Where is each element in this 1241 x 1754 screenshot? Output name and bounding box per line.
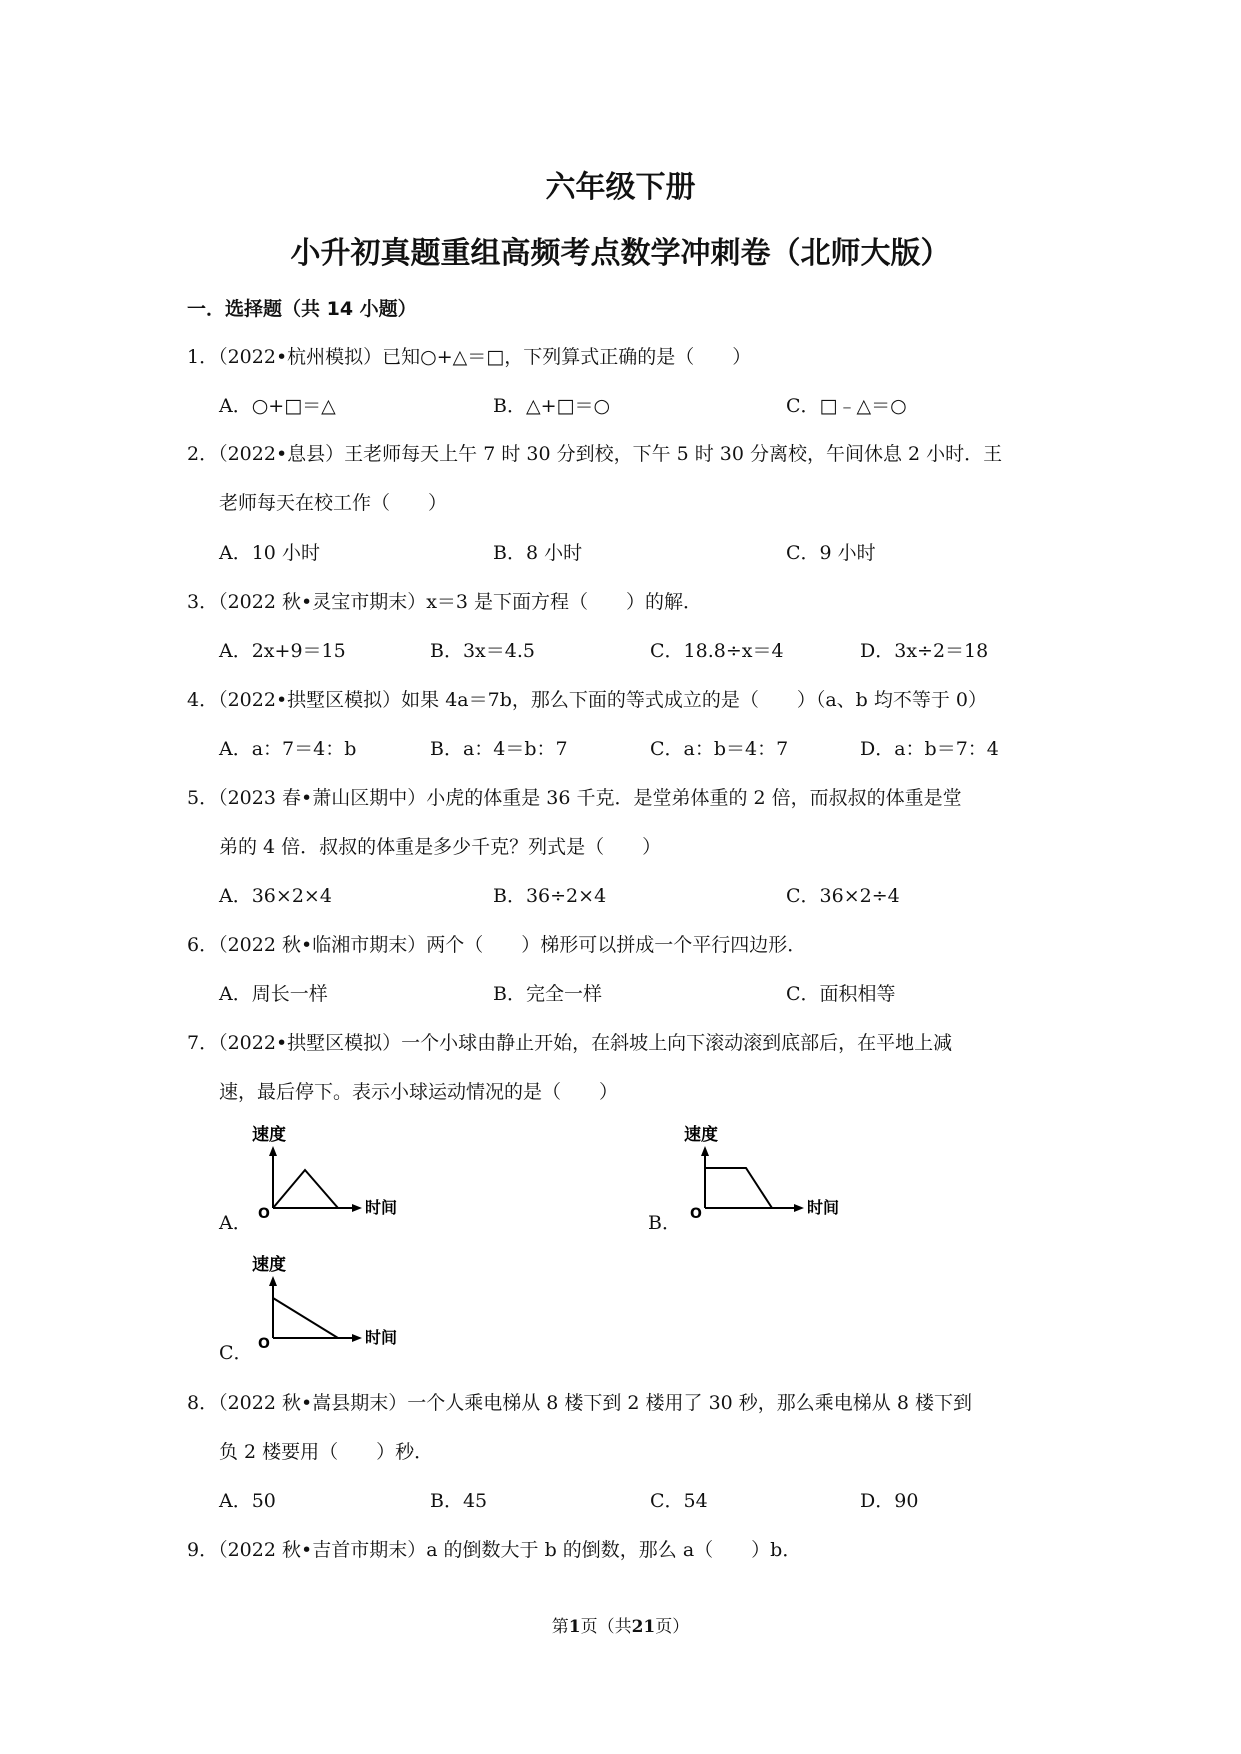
question-1-option-c: C．□﹣△＝○	[786, 395, 907, 417]
graph-c-x-label: 时间	[365, 1328, 398, 1347]
graph-c-origin: O	[258, 1336, 270, 1350]
question-3-option-d: D．3x÷2＝18	[860, 640, 989, 662]
page-footer	[0, 1612, 1241, 1637]
question-2-stem-line1: 2．（2022•息县）王老师每天上午 7 时 30 分到校，下午 5 时 30 分离校，午间休息 2 小时．王	[187, 443, 1003, 465]
question-4-option-d: D．a：b＝7：4	[860, 738, 999, 760]
question-1-option-b: B．△+□＝○	[493, 395, 611, 417]
question-3-stem: 3．（2022 秋•灵宝市期末）x＝3 是下面方程（ ）的解．	[187, 591, 703, 613]
graph-a-origin: O	[258, 1206, 270, 1220]
graph-a-y-arrow	[269, 1146, 277, 1156]
question-6-option-a: A．周长一样	[219, 983, 328, 1005]
question-2-stem-line2: 老师每天在校工作（ ）	[219, 492, 448, 514]
question-8-stem-line1: 8．（2022 秋•嵩县期末）一个人乘电梯从 8 楼下到 2 楼用了 30 秒，那么乘电梯从 8 楼下到	[187, 1392, 972, 1414]
question-4-option-c: C．a：b＝4：7	[650, 738, 789, 760]
graph-a-curve	[273, 1170, 338, 1208]
question-2-option-c: C．9 小时	[786, 542, 876, 564]
question-1-option-a: A．○+□＝△	[219, 395, 336, 417]
question-1-stem: 1．（2022•杭州模拟）已知○+△＝□，下列算式正确的是（ ）	[187, 346, 752, 368]
question-8-option-c: C．54	[650, 1490, 708, 1512]
question-3-option-b: B．3x＝4.5	[430, 640, 535, 662]
graph-c-y-arrow	[269, 1276, 277, 1286]
question-4-stem: 4．（2022•拱墅区模拟）如果 4a＝7b，那么下面的等式成立的是（ ）（a、b 均不等于 0）	[187, 689, 988, 711]
graph-b-y-arrow	[701, 1146, 709, 1156]
section-heading: 一．选择题（共 14 小题）	[187, 298, 417, 320]
question-7-stem-line2: 速，最后停下。表示小球运动情况的是（ ）	[219, 1081, 619, 1103]
question-5-option-a: A．36×2×4	[219, 885, 332, 907]
question-7-stem-line1: 7．（2022•拱墅区模拟）一个小球由静止开始，在斜坡上向下滚动滚到底部后，在平地上减	[187, 1032, 953, 1054]
graph-a-x-arrow	[352, 1204, 362, 1212]
graph-c-x-arrow	[352, 1334, 362, 1342]
footer-prefix: 第	[551, 1617, 569, 1637]
question-3-option-a: A．2x+9＝15	[219, 640, 346, 662]
graph-a-y-label: 速度	[252, 1125, 286, 1145]
question-5-option-b: B．36÷2×4	[493, 885, 607, 907]
graph-b-origin: O	[690, 1206, 702, 1220]
footer-suffix: 页）	[655, 1617, 690, 1637]
question-5-stem-line2: 弟的 4 倍．叔叔的体重是多少千克？列式是（ ）	[219, 836, 662, 858]
question-5-option-c: C．36×2÷4	[786, 885, 900, 907]
question-9-stem: 9．（2022 秋•吉首市期末）a 的倒数大于 b 的倒数，那么 a（ ）b．	[187, 1539, 802, 1561]
question-7-option-b: B．	[648, 1212, 681, 1234]
question-6-stem: 6．（2022 秋•临湘市期末）两个（ ）梯形可以拼成一个平行四边形．	[187, 934, 807, 956]
graph-b	[680, 1124, 850, 1220]
graph-b-y-label: 速度	[684, 1125, 718, 1145]
question-4-option-a: A．a：7＝4：b	[219, 738, 357, 760]
graph-a	[248, 1124, 408, 1220]
graph-c-curve	[273, 1298, 338, 1338]
question-6-option-b: B．完全一样	[493, 983, 602, 1005]
graph-b-x-arrow	[794, 1204, 804, 1212]
footer-page-number: 1	[568, 1617, 581, 1637]
page-title: 六年级下册	[545, 170, 696, 205]
question-3-option-c: C．18.8÷x＝4	[650, 640, 784, 662]
question-8-stem-line2: 负 2 楼要用（ ）秒．	[219, 1441, 434, 1463]
question-6-option-c: C．面积相等	[786, 983, 896, 1005]
graph-b-curve	[705, 1168, 772, 1208]
graph-c	[248, 1254, 408, 1350]
graph-b-x-label: 时间	[807, 1198, 840, 1217]
question-8-option-a: A．50	[219, 1490, 276, 1512]
question-7-option-c: C．	[219, 1342, 253, 1364]
question-4-option-b: B．a：4＝b：7	[430, 738, 568, 760]
graph-a-x-label: 时间	[365, 1198, 398, 1217]
question-2-option-b: B．8 小时	[493, 542, 583, 564]
question-5-stem-line1: 5．（2023 春•萧山区期中）小虎的体重是 36 千克．是堂弟体重的 2 倍，而叔叔的体重是堂	[187, 787, 962, 809]
footer-total-pages: 21	[631, 1617, 656, 1637]
graph-c-y-label: 速度	[252, 1255, 286, 1275]
question-8-option-d: D．90	[860, 1490, 919, 1512]
page-subtitle: 小升初真题重组高频考点数学冲刺卷（北师大版）	[290, 236, 951, 271]
question-8-option-b: B．45	[430, 1490, 488, 1512]
footer-middle: 页（共	[580, 1617, 632, 1637]
question-7-option-a: A．	[219, 1212, 252, 1234]
question-2-option-a: A．10 小时	[219, 542, 320, 564]
